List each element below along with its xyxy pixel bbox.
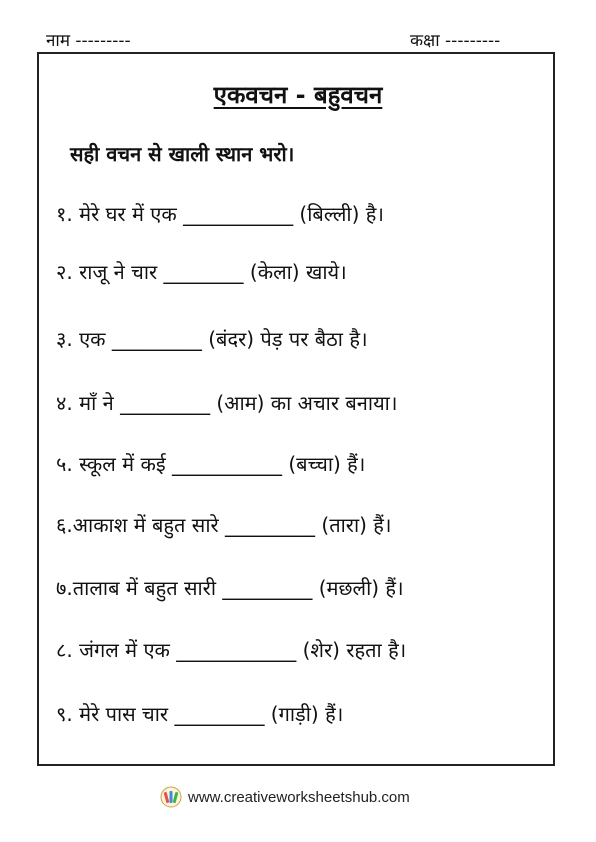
question-3: ३. एक _________ (बंदर) पेड़ पर बैठा है। (56, 327, 368, 351)
worksheet-title (0, 80, 596, 110)
question-8: ८. जंगल में एक ____________ (शेर) रहता है। (56, 638, 407, 662)
question-9: ९. मेरे पास चार _________ (गाड़ी) हैं। (56, 702, 344, 726)
footer (160, 786, 410, 808)
worksheet-title-text: एकवचन - बहुवचन (213, 81, 383, 109)
name-field: नाम --------- (46, 31, 131, 51)
question-4: ४. माँ ने _________ (आम) का अचार बनाया। (56, 391, 398, 415)
question-1: १. मेरे घर में एक ___________ (बिल्ली) है। (56, 202, 384, 226)
question-5: ५. स्कूल में कई ___________ (बच्चा) हैं। (56, 452, 366, 476)
question-7: ७.तालाब में बहुत सारी _________ (मछली) हैं। (56, 576, 404, 600)
instruction-text: सही वचन से खाली स्थान भरो। (70, 142, 295, 166)
crayons-logo-icon (160, 786, 182, 808)
question-6: ६.आकाश में बहुत सारे _________ (तारा) हैं। (56, 513, 392, 537)
question-2: २. राजू ने चार ________ (केला) खाये। (56, 260, 347, 284)
class-field: कक्षा --------- (410, 31, 501, 51)
footer-website[interactable]: www.creativeworksheetshub.com (188, 788, 410, 806)
